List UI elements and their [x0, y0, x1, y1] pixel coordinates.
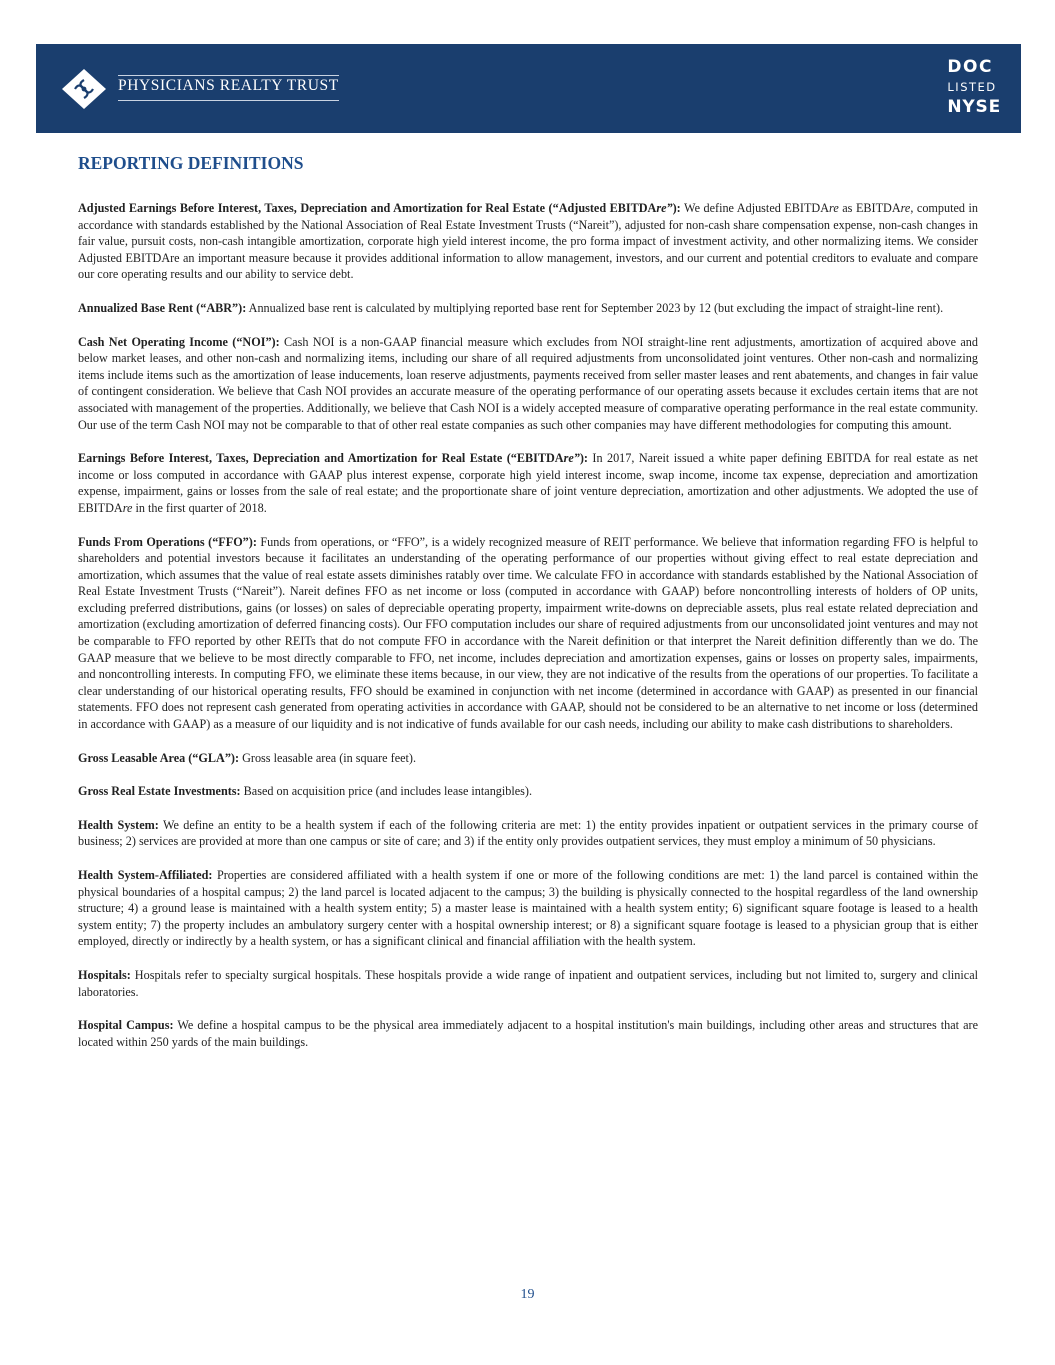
brand-rule-bottom: [118, 100, 339, 101]
definition-term: Gross Leasable Area (“GLA”):: [78, 750, 240, 765]
definition-body: In 2017, Nareit issued a white paper defining EBITDA for real estate as net income or loss computed in accordance with GAAP plus interest expense, corporate high yield interest income, swap income, income tax expense, depreciation and amortization expense, impairment, gains or losses from the sale of real estate; and the proportionate share of joint venture depreciation, amortization and other adjustments. We adopted the use of EBITDAre in the first quarter of 2018.: [78, 451, 978, 515]
definition-cash-noi: [78, 334, 978, 434]
definition-body: Properties are considered affiliated with a health system if one or more of the following conditions are met: 1) the land parcel is contained within the physical boundaries of a hospital campus; 2) the land parcel is located adjacent to the campus; 3) the building is physically connected to the hospital regardless of the land ownership structure; 4) a ground lease is maintained with a health system entity; 5) a master lease is maintained with a health system entity; 6) significant square footage is leased to a health system entity; 7) the property includes an ambulatory surgery center with a hospital ownership interest; or 8) a significant square footage is leased to a physician group that is either employed, directly or indirectly by a health system, or has a significant clinical and financial affiliation with the health system.: [78, 868, 978, 949]
definition-hospitals: [78, 967, 978, 1000]
definition-gla: [78, 750, 978, 767]
definition-term: Earnings Before Interest, Taxes, Depreciation and Amortization for Real Estate (“EBITDAre”):: [78, 451, 588, 466]
definition-body: Gross leasable area (in square feet).: [239, 750, 416, 765]
definition-health-system-affiliated: [78, 867, 978, 950]
ticker-listed: LISTED: [947, 80, 997, 94]
definition-term: Gross Real Estate Investments:: [78, 784, 241, 799]
definition-term: Hospitals:: [78, 967, 131, 982]
header-banner: [36, 44, 1021, 133]
definition-gross-real-estate: [78, 783, 978, 800]
definition-term: Hospital Campus:: [78, 1018, 174, 1033]
definition-body: We define Adjusted EBITDAre as EBITDAre, computed in accordance with standards established by the National Association of Real Estate Investment Trusts (“Nareit”), adjusted for non-cash share compensation expense, non-cash changes in fair value, pursuit costs, non-cash intangible amortization, corporate high yield interest income, the pro forma impact of investment activity, and other normalizing items. We consider Adjusted EBITDAre an important measure because it provides additional information to allow management, investors, and our current and potential creditors to evaluate and compare our core operating results and our ability to service debt.: [78, 201, 978, 282]
definition-body: Based on acquisition price (and includes lease intangibles).: [240, 784, 533, 799]
definition-health-system: [78, 817, 978, 850]
definition-abr: [78, 300, 978, 317]
ticker-badge: [947, 56, 1001, 118]
brand-rule-top: [118, 75, 339, 76]
definition-term: Cash Net Operating Income (“NOI”):: [78, 334, 280, 349]
definition-body: We define a hospital campus to be the physical area immediately adjacent to a hospital institution's main buildings, including other areas and structures that are located within 250 yards of the main buildings.: [78, 1018, 978, 1049]
ticker-symbol: DOC: [947, 57, 993, 77]
company-name: PHYSICIANS REALTY TRUST: [118, 77, 339, 94]
definition-hospital-campus: [78, 1017, 978, 1050]
definition-term: Health System:: [78, 817, 159, 832]
definition-ebitdare: [78, 450, 978, 516]
definition-adjusted-ebitdare: [78, 200, 978, 283]
definition-term: Health System-Affiliated:: [78, 868, 213, 882]
definition-body: Cash NOI is a non-GAAP financial measure which excludes from NOI straight-line rent adjustments, amortization of acquired above and below market leases, and other non-cash and normalizing items, including our share of all required adjustments from unconsolidated joint ventures. Other non-cash and normalizing items include items such as the amortization of lease inducements, loan reserve adjustments, payments received from seller master leases and rent abatements, and changes in fair value of contingent consideration. We believe that Cash NOI provides an accurate measure of the operating performance of our operating assets because it excludes certain items that are not associated with management of the properties. Additionally, we believe that Cash NOI is a widely accepted measure of comparative operating performance in the real estate community. Our use of the term Cash NOI may not be comparable to that of other real estate companies as such other companies may have different methodologies for computing this amount.: [78, 334, 978, 432]
definitions-list: [78, 200, 978, 1067]
definition-body: We define an entity to be a health system if each of the following criteria are met: 1) the entity provides inpatient or outpatient services in the primary course of business; 2) services are provided at more than one campus or site of care; and 3) if the entity only provides outpatient services, they must employ a minimum of 50 physicians.: [78, 817, 978, 849]
page-title: REPORTING DEFINITIONS: [78, 153, 304, 173]
ticker-exchange: NYSE: [947, 97, 1001, 117]
company-logo-icon: [60, 68, 108, 110]
definition-body: Hospitals refer to specialty surgical hospitals. These hospitals provide a wide range of inpatient and outpatient services, including but not limited to, surgery and clinical laboratories.: [78, 967, 978, 999]
definition-term: Annualized Base Rent (“ABR”):: [78, 300, 247, 315]
definition-term: Funds From Operations (“FFO”):: [78, 534, 257, 549]
page-number: 19: [520, 1287, 535, 1302]
definition-ffo: [78, 534, 978, 733]
definition-term: Adjusted Earnings Before Interest, Taxes, Depreciation and Amortization for Real Estate (“Adjusted EBITDAre”):: [78, 201, 681, 215]
definition-body: Annualized base rent is calculated by multiplying reported base rent for September 2023 by 12 (but excluding the impact of straight-line rent).: [246, 300, 944, 315]
definition-body: Funds from operations, or “FFO”, is a widely recognized measure of REIT performance. We believe that information regarding FFO is helpful to shareholders and potential investors because it facilitates an understanding of the operating performance of our properties without giving effect to real estate depreciation and amortization, which assumes that the value of real estate assets diminishes ratably over time. We calculate FFO in accordance with standards established by the National Association of Real Estate Investment Trusts (“Nareit”). Nareit defines FFO as net income or loss (computed in accordance with GAAP) before noncontrolling interests of holders of OP units, excluding preferred distributions, gains (or losses) on sales of depreciable operating property, impairment write-downs on depreciable assets, plus real estate related depreciation and amortization (excluding amortization of deferred financing costs). Our FFO computation includes our share of required adjustments from our unconsolidated joint ventures and may not be comparable to FFO reported by other REITs that do not compute FFO in accordance with the Nareit definition or that interpret the Nareit definition differently than we do. The GAAP measure that we believe to be most directly comparable to FFO, net income, includes depreciation and amortization expenses, gains or losses on property sales, impairments, and noncontrolling interests. In computing FFO, we eliminate these items because, in our view, they are not indicative of the results from the operations of our properties. To facilitate a clear understanding of our historical operating results, FFO should be examined in conjunction with net income (determined in accordance with GAAP) as presented in our financial statements. FFO does not represent cash generated from operating activities in accordance with GAAP, should not be considered to be an alternative to net income or loss (determined in accordance with GAAP) as a measure of our liquidity and is not indicative of funds available for our cash needs, including our ability to make cash distributions to shareholders.: [78, 534, 978, 732]
